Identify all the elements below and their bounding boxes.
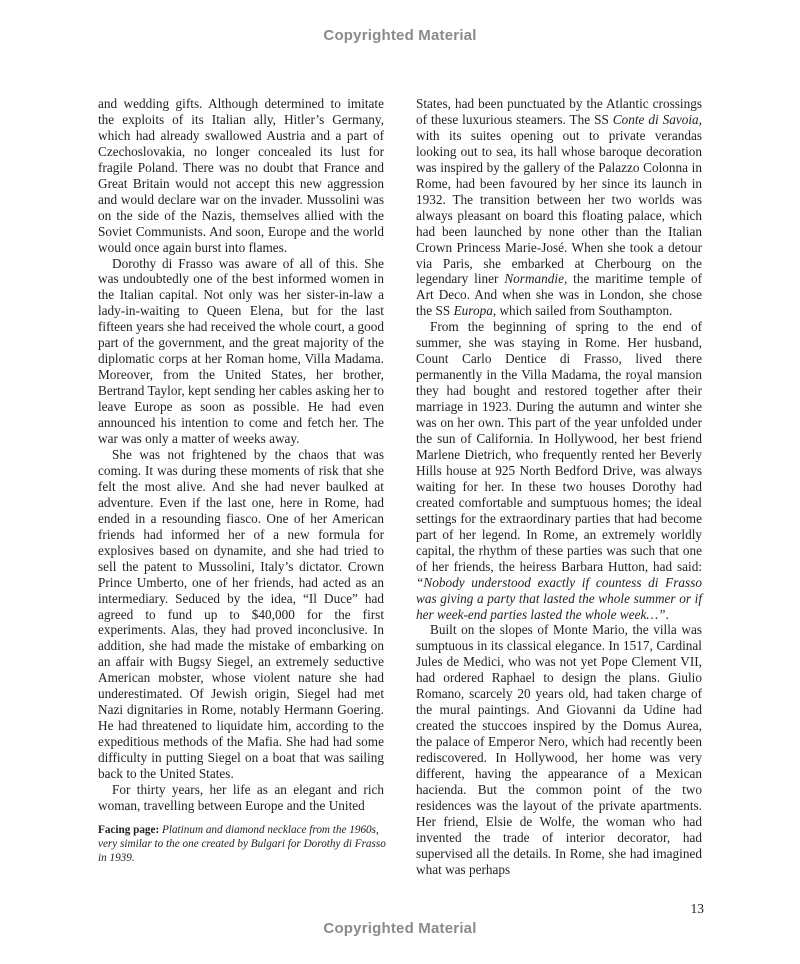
text-run: States, had been punctuated by the Atlantic crossings of these luxurious steamers. The SS <box>416 96 702 127</box>
text-run: From the beginning of spring to the end of summer, she was staying in Rome. Her husband, Count Carlo Dentice di Frasso, lived there permanently in the Villa Madama, the royal mansion they had bought and restored together after their marriage in 1923. During the autumn and winter she was on her own. This part of the year unfolded under the sun of California. In Hollywood, her best friend Marlene Dietrich, who frequently rented her Beverly Hills house at 925 North Bedford Drive, was always waiting for her. In these two houses Dorothy had created comfortable and sumptuous homes; the ideal settings for the extraordinary parties that had become part of her legend. In Rome, an extremely worldly capital, the rhythm of these parties was such that one of her friends, the heiress Barbara Hutton, had said: <box>416 319 702 574</box>
paragraph: For thirty years, her life as an elegant and rich woman, travelling between Europe and the United <box>98 781 384 813</box>
ship-name: Europa <box>453 303 493 319</box>
text-run: , which sailed from Southampton. <box>492 303 673 319</box>
caption-text: Platinum and diamond necklace from the 1960s, very similar to the one created by Bulgari for Dorothy di Frasso in 1939. <box>98 824 386 865</box>
ship-name: Normandie, <box>504 271 568 287</box>
copyright-watermark-bottom: Copyrighted Material <box>323 920 477 937</box>
right-text-column <box>416 96 702 878</box>
text-run: with its suites opening out to private verandas looking out to sea, its hall whose baroque decoration was inspired by the gallery of the Palazzo Colonna in Rome, had been favoured by her since its launch in 1932. The transition between her two worlds was always pleasant on board this floating palace, which had been launched by none other than the Italian Crown Princess Marie-José. When she took a detour via Paris, she embarked at Cherbourg on the legendary liner <box>416 127 702 287</box>
text-run: the maritime temple of Art Deco. And when she was in London, she chose the SS <box>416 271 702 319</box>
paragraph <box>416 96 702 319</box>
page-number: 13 <box>690 901 704 916</box>
paragraph: She was not frightened by the chaos that was coming. It was during these moments of risk that she felt the most alive. And she had never baulked at adventure. Even if the last one, here in Rome, had ended in a resounding fiasco. One of her American friends had informed her of a new formula for explosives based on dynamite, and she had tried to sell the patent to Mussolini, Italy’s dictator. Crown Prince Umberto, one of her friends, had acted as an intermediary. Seduced by the idea, “Il Duce” had agreed to fund up to $40,000 for the first experiments. Alas, they had proved inconclusive. In addition, she had made the mistake of embarking on an affair with Bugsy Siegel, an extremely seductive American mobster, whose violent nature she had underestimated. Of Jewish origin, Siegel had met Nazi dignitaries in Rome, notably Hermann Goering. He had threatened to liquidate him, according to the expeditious methods of the Mafia. She had had some difficulty in putting Siegel on a boat that was sailing back to the United States. <box>98 446 384 782</box>
paragraph: and wedding gifts. Although determined to imitate the exploits of its Italian ally, Hitler’s Germany, which had already swallowed Austria and a part of Czechoslovakia, no longer concealed its lust for fragile Poland. There was no doubt that France and Great Britain would not accept this new aggression and would declare war on the invader. Mussolini was on the side of the Nazis, themselves allied with the Soviet Communists. And soon, Europe and the world would once again burst into flames. <box>98 96 384 255</box>
paragraph: Built on the slopes of Monte Mario, the villa was sumptuous in its classical elegance. In 1517, Cardinal Jules de Medici, who was not yet Pope Clement VII, had ordered Raphael to design the plans. Giulio Romano, scarcely 20 years old, had taken charge of the mural paintings. And Giovanni da Udine had created the stuccoes inspired by the Domus Aurea, the palace of Emperor Nero, which had recently been rediscovered. In Hollywood, her home was very different, having the appearance of a Mexican hacienda. But the common point of the two residences was the layout of the private apartments. Her friend, Elsie de Wolfe, the woman who had invented the trade of interior decorator, had supervised all the details. In Rome, she had imagined what was perhaps <box>416 622 702 877</box>
left-text-column <box>98 96 384 814</box>
caption-label: Facing page: <box>98 824 160 836</box>
paragraph: Dorothy di Frasso was aware of all of this. She was undoubtedly one of the best informed women in the Italian capital. Not only was her sister-in-law a lady-in-waiting to Queen Elena, but for the last fifteen years she had received the whole court, a good part of the government, and the great majority of the diplomatic corps at her Roman home, Villa Madama. Moreover, from the United States, her brother, Bertrand Taylor, kept sending her cables asking her to leave Europe as soon as possible. He had even announced his intention to come and fetch her. The war was only a matter of weeks away. <box>98 255 384 447</box>
copyright-watermark-top: Copyrighted Material <box>323 27 477 44</box>
text-run: . <box>665 606 669 622</box>
quote: “Nobody understood exactly if countess di Frasso was giving a party that lasted the whole summer or if her week-end parties lasted the whole week…” <box>416 574 702 622</box>
paragraph <box>416 319 702 622</box>
ship-name: Conte di Savoia, <box>612 111 702 127</box>
figure-caption <box>98 823 386 866</box>
